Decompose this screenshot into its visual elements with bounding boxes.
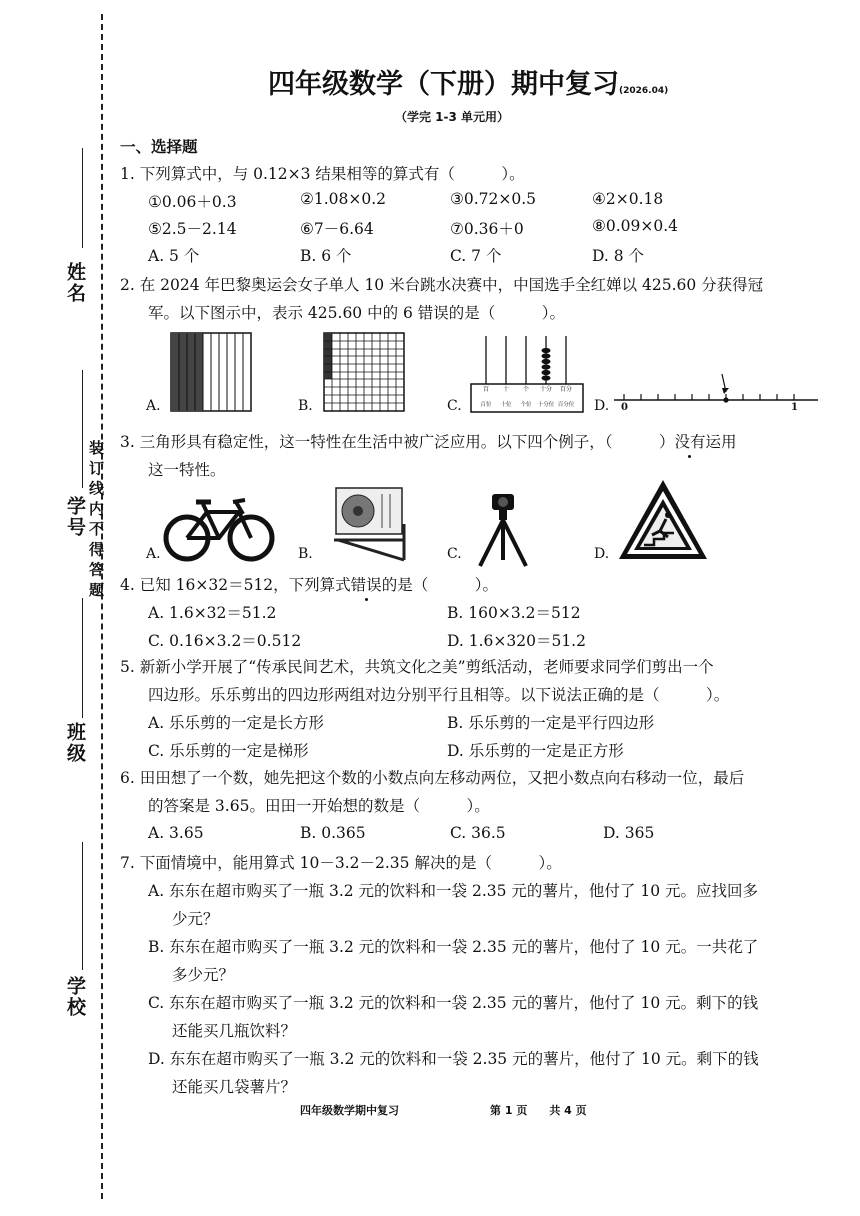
q3-emphasis: 没有 [674, 433, 705, 451]
q7-option-b-line2: 多少元？ [172, 966, 235, 984]
q1-option-c: C. 7 个 [450, 247, 502, 265]
section-heading: 一、选择题 [120, 138, 198, 156]
q7-stem: 7. 下面情境中，能用算式 10－3.2－2.35 解决的是（ ）。 [120, 854, 562, 872]
q1-item: ⑦0.36＋0 [450, 220, 524, 238]
q1-option-a: A. 5 个 [148, 247, 200, 265]
school-label: 学校 [64, 976, 86, 1018]
q2-line2: 军。以下图示中，表示 425.60 中的 6 错误的是（ ）。 [148, 304, 566, 322]
abacus-col-label: 十分 [539, 386, 552, 393]
q1-item: ⑤2.5－2.14 [148, 220, 237, 238]
q2-label-c: C. [447, 398, 462, 414]
abacus-col-label: 十 [502, 386, 509, 393]
abacus-unit-label: 百位 [480, 402, 492, 408]
q1-item: ⑥7－6.64 [300, 220, 374, 238]
q1-option-b: B. 6 个 [300, 247, 352, 265]
q1-item: ②1.08×0.2 [300, 190, 387, 208]
q7-option-d-line2: 还能买几袋薯片？ [172, 1078, 297, 1096]
q5-line1: 5. 新新小学开展了“传承民间艺术，共筑文化之美”剪纸活动，老师要求同学们剪出一个 [120, 658, 714, 676]
binding-dashed-line [101, 14, 103, 1199]
q1-item: ⑧0.09×0.4 [592, 217, 679, 235]
q1-item: ①0.06＋0.3 [148, 193, 237, 211]
q6-option-b: B. 0.365 [300, 824, 366, 842]
q4-option-d: D. 1.6×320＝51.2 [447, 632, 586, 650]
class-label: 班级 [64, 722, 86, 764]
school-blank [82, 842, 83, 970]
q4-option-a: A. 1.6×32＝51.2 [148, 604, 277, 622]
q7-option-b-line1: B. 东东在超市购买了一瓶 3.2 元的饮料和一袋 2.35 元的薯片，他付了 10 元。一共花了 [148, 938, 759, 956]
abacus-unit-label: 十位 [500, 402, 512, 408]
title-date: (2026.04) [619, 86, 669, 96]
q7-option-c-line2: 还能买几瓶饮料？ [172, 1022, 297, 1040]
abacus-col-label: 百 [482, 386, 489, 393]
abacus-unit-label: 百分位 [557, 402, 575, 408]
q2-label-a: A. [146, 398, 161, 414]
id-label: 学号 [64, 496, 86, 538]
warning-sign-icon [616, 477, 710, 563]
seal-line-note: 装 订 线 内 不 得 答 题 [87, 440, 105, 597]
name-label: 姓名 [64, 262, 86, 304]
q3-label-a: A. [146, 546, 161, 562]
q7-option-a-line2: 少元？ [172, 910, 219, 928]
q5-line2: 四边形。乐乐剪出的四边形两组对边分别平行且相等。以下说法正确的是（ ）。 [148, 686, 730, 704]
q7-option-a-line1: A. 东东在超市购买了一瓶 3.2 元的饮料和一袋 2.35 元的薯片，他付了 10 元。应找回多 [148, 882, 758, 900]
q4-option-b: B. 160×3.2＝512 [447, 604, 581, 622]
name-blank [82, 148, 83, 248]
abacus-unit-label: 个位 [520, 402, 532, 408]
q6-option-c: C. 36.5 [450, 824, 506, 842]
q2-strip-diagram [170, 332, 252, 412]
q5-option-b: B. 乐乐剪的一定是平行四边形 [447, 714, 655, 732]
q2-grid-diagram [323, 332, 405, 412]
q1-item: ④2×0.18 [592, 190, 664, 208]
q6-option-a: A. 3.65 [148, 824, 204, 842]
q3-label-d: D. [594, 546, 610, 562]
q1-item: ③0.72×0.5 [450, 190, 537, 208]
camera-tripod-icon [474, 490, 534, 568]
q1-stem: 1. 下列算式中，与 0.12×3 结果相等的算式有（ ）。 [120, 165, 525, 183]
q6-line2: 的答案是 3.65。田田一开始想的数是（ ）。 [148, 797, 490, 815]
q4-emphasis: 错误 [351, 573, 382, 595]
abacus-col-label: 个 [522, 386, 529, 393]
q7-option-d-line1: D. 东东在超市购买了一瓶 3.2 元的饮料和一袋 2.35 元的薯片，他付了 10 元。剩下的钱 [148, 1050, 759, 1068]
abacus-unit-label: 十分位 [537, 402, 555, 408]
q3-line2: 这一特性。 [148, 461, 226, 479]
q6-line1: 6. 田田想了一个数，她先把这个数的小数点向左移动两位，又把小数点向右移动一位，最后 [120, 769, 745, 787]
q7-option-c-line1: C. 东东在超市购买了一瓶 3.2 元的饮料和一袋 2.35 元的薯片，他付了 10 元。剩下的钱 [148, 994, 759, 1012]
q2-line1: 2. 在 2024 年巴黎奥运会女子单人 10 米台跳水决赛中，中国选手全红婵以 425.60 分获得冠 [120, 276, 764, 294]
footer-title: 四年级数学期中复习 [300, 1104, 399, 1117]
q5-option-c: C. 乐乐剪的一定是梯形 [148, 742, 309, 760]
air-conditioner-bracket-icon [330, 484, 414, 564]
id-blank [82, 370, 83, 488]
number-line-tick-0: 0 [621, 402, 628, 413]
page-subtitle: （学完 1-3 单元用） [395, 110, 510, 124]
q2-label-b: B. [298, 398, 313, 414]
q5-option-a: A. 乐乐剪的一定是长方形 [148, 714, 325, 732]
abacus-col-label: 百分 [559, 386, 572, 393]
q2-label-d: D. [594, 398, 610, 414]
q3-label-c: C. [447, 546, 462, 562]
q3-label-b: B. [298, 546, 313, 562]
q2-number-line-diagram [614, 370, 820, 416]
q4-stem: 4. 已知 16×32＝512，下列算式错误的是（ ）。 [120, 573, 498, 595]
page-title: 四年级数学（下册）期中复习(2026.04) [268, 69, 669, 100]
q6-option-d: D. 365 [603, 824, 655, 842]
class-blank [82, 598, 83, 718]
number-line-tick-1: 1 [791, 402, 798, 413]
footer-page-number: 第 1 页 共 4 页 [490, 1104, 587, 1117]
q3-line1: 3. 三角形具有稳定性，这一特性在生活中被广泛应用。以下四个例子，（ ）没有运用 [120, 430, 737, 452]
q4-option-c: C. 0.16×3.2＝0.512 [148, 632, 302, 650]
q1-option-d: D. 8 个 [592, 247, 645, 265]
q5-option-d: D. 乐乐剪的一定是正方形 [447, 742, 624, 760]
bicycle-icon [163, 494, 275, 566]
